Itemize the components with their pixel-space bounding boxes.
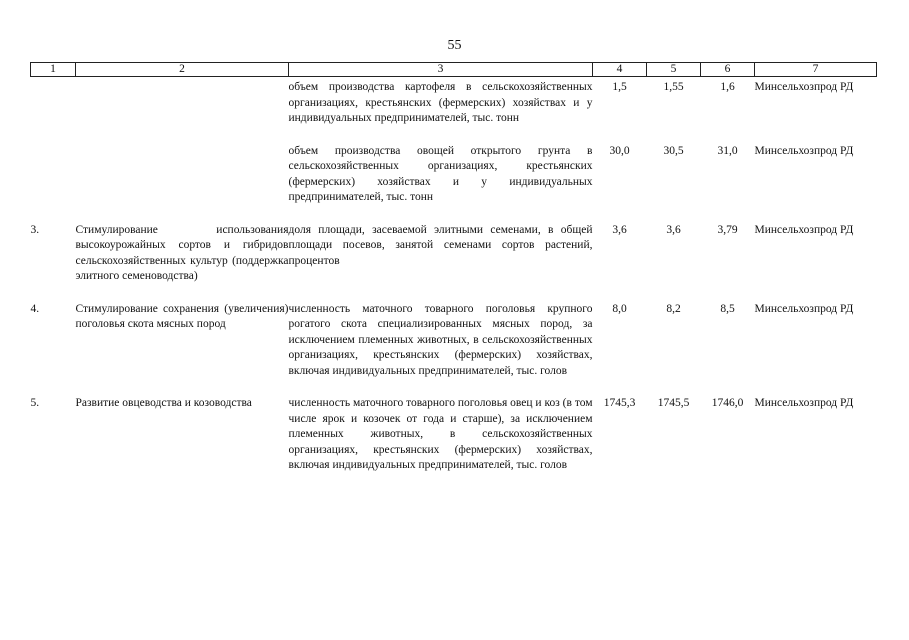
column-number-header <box>31 63 877 77</box>
value-col-6: 1,6 <box>720 81 735 93</box>
value-col-5: 1,55 <box>663 81 684 93</box>
col-header-5: 5 <box>647 63 701 77</box>
col-header-7: 7 <box>755 63 877 77</box>
measure-text: Стимулирование использования высокоурожайных сортов и гибридов сельскохозяйственных культур (поддержка элитного семеноводства) <box>75 223 289 282</box>
indicator-text: численность маточного товарного поголовья крупного рогатого скота специализированных мясных пород, за исключением племенных животных, в сельскохозяйственных организациях, крестьянских (фермерских) хозяйствах, включая индивидуальных предпринимателей, тыс. голов <box>288 302 593 377</box>
col-header-1: 1 <box>31 63 76 77</box>
value-col-5: 3,6 <box>666 223 681 236</box>
executor-text: Минсельхозпрод РД <box>754 81 854 93</box>
value-col-5: 30,5 <box>663 144 684 157</box>
col-header-3: 3 <box>289 63 593 77</box>
measure-text <box>76 144 289 206</box>
measure-text: Стимулирование сохранения (увеличения) поголовья скота мясных пород <box>75 302 289 330</box>
value-col-6: 31,0 <box>717 144 738 157</box>
executor-text: Минсельхозпрод РД <box>754 397 854 409</box>
row-number: 3. <box>30 223 40 236</box>
col-header-4: 4 <box>593 63 647 77</box>
col-header-2: 2 <box>76 63 289 77</box>
executor-text: Минсельхозпрод РД <box>754 144 854 157</box>
value-col-4: 1,5 <box>612 81 627 93</box>
value-col-5: 8,2 <box>666 302 681 315</box>
value-col-4: 30,0 <box>609 144 630 157</box>
row-number <box>31 144 76 206</box>
program-table <box>30 62 877 474</box>
measure-text <box>76 80 289 127</box>
measure-text: Развитие овцеводства и козоводства <box>75 397 252 409</box>
table-row <box>31 302 877 380</box>
table-row <box>31 223 877 285</box>
row-number <box>31 80 76 127</box>
value-col-6: 3,79 <box>717 223 738 236</box>
indicator-text: объем производства картофеля в сельскохозяйственных организациях, крестьянских (фермерских) хозяйствах и у индивидуальных предпринимателей, тыс. тонн <box>288 81 593 124</box>
page-number: 55 <box>447 38 462 53</box>
value-col-6: 1746,0 <box>711 397 744 409</box>
executor-text: Минсельхозпрод РД <box>754 302 854 315</box>
indicator-text: численность маточного товарного поголовья овец и коз (в том числе ярок и козочек от года и старше), за исключением племенных животных, в сельскохозяйственных организациях, крестьянских (фермерских) хозяйствах, включая индивидуальных предпринимателей, тыс. голов <box>288 397 593 471</box>
value-col-4: 3,6 <box>612 223 627 236</box>
col-header-6: 6 <box>701 63 755 77</box>
value-col-4: 8,0 <box>612 302 627 315</box>
table-row <box>31 396 877 474</box>
value-col-5: 1745,5 <box>657 397 690 409</box>
row-number: 4. <box>30 302 40 315</box>
row-number: 5. <box>30 397 40 409</box>
indicator-text: объем производства овощей открытого грунта в сельскохозяйственных организациях, крестьянских (фермерских) хозяйствах и у индивидуальных предпринимателей, тыс. тонн <box>288 144 593 203</box>
executor-text: Минсельхозпрод РД <box>754 223 854 236</box>
value-col-6: 8,5 <box>720 302 735 315</box>
table-row <box>31 144 877 206</box>
value-col-4: 1745,3 <box>603 397 636 409</box>
indicator-text: доля площади, засеваемой элитными семенами, в общей площади посевов, занятой семенами сортов растений, процентов <box>288 223 593 267</box>
table-row <box>31 80 877 127</box>
